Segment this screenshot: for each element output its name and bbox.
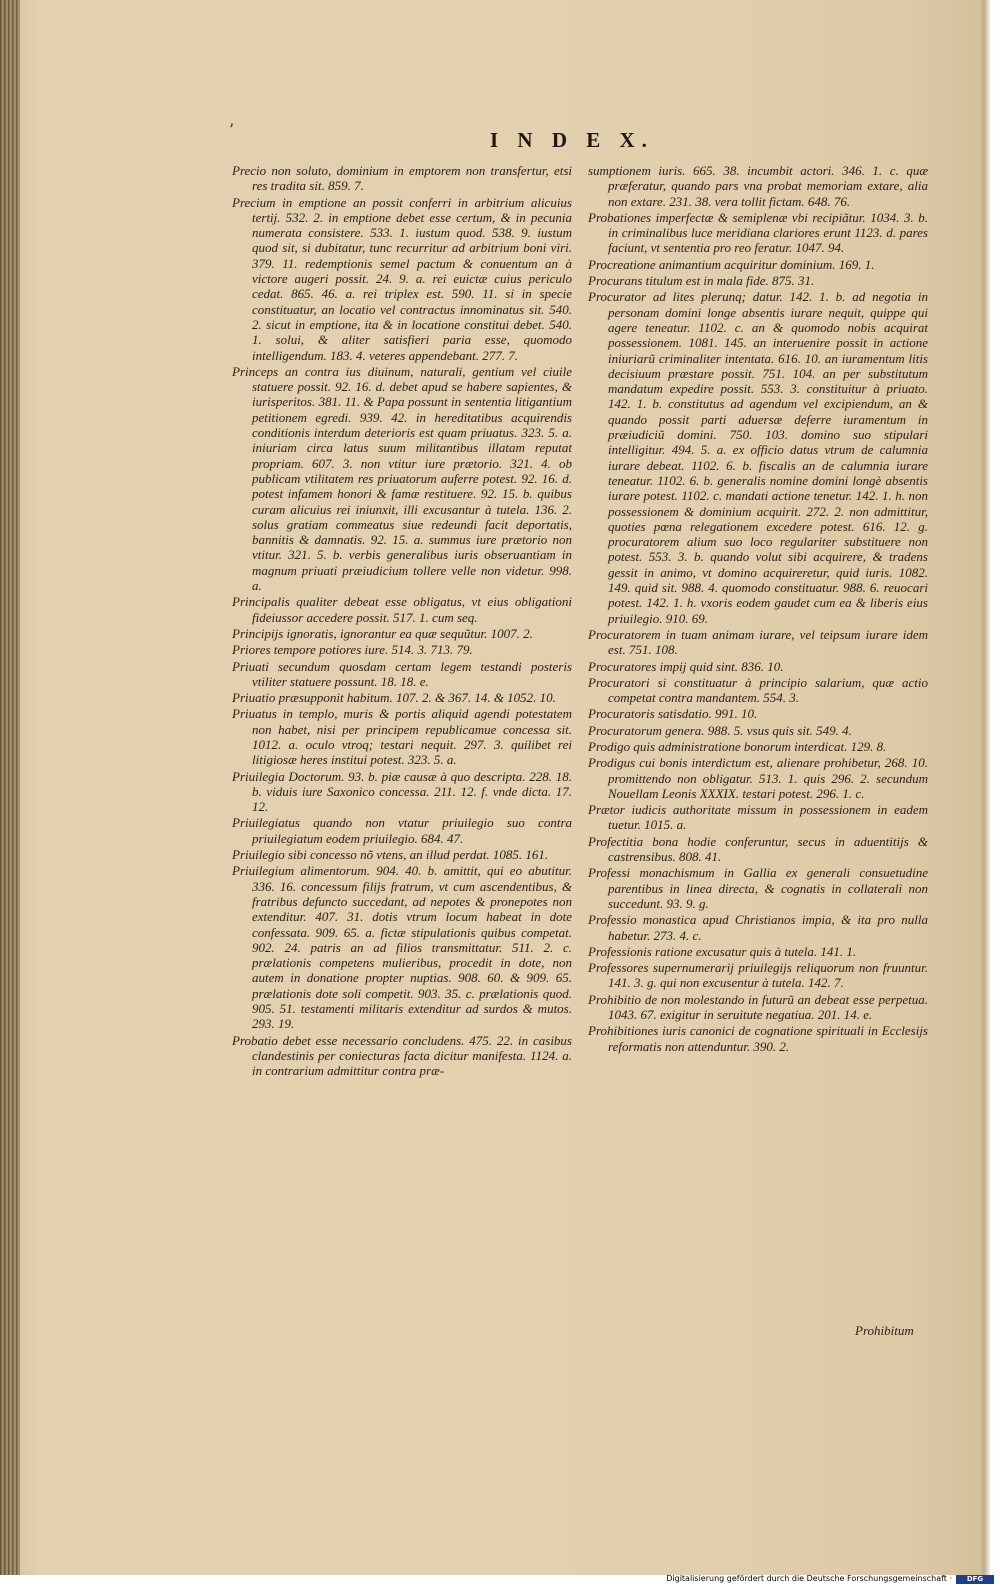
index-entry: Prodigus cui bonis interdictum est, alienare prohibetur, 268. 10. promittendo non obligatur. 513. 1. quis 296. 2. secundum Nouellam Leonis XXXIX. testari potest. 296. 1. c. [588,755,928,801]
index-entry: Probatio debet esse necessario concludens. 475. 22. in casibus clandestinis per coniecturas facta dicitur manifesta. 1124. a. in contrarium admittitur contra præ- [232,1032,572,1079]
catchword: Prohibitum [855,1323,914,1338]
index-entry: Prodigo quis administratione bonorum interdicat. 129. 8. [588,738,887,754]
index-entry: Profectitia bona hodie conferuntur, secus in aduentitijs & castrensibus. 808. 41. [588,833,928,865]
index-entry: Procurator ad lites plerunq; datur. 142. 1. b. ad negotia in personam domini longe absentis iurare nequit, quippe qui agere teneatur. 1102. c. an & quomodo nobis acquirat possessionem. 1081. 145. an interuenire possit in actione iniuriarũ criminaliter intentata. 616. 10. an iuramentum litis decisiuum præstare possit. 751. 104. an per substitutum mandatum expedire possit. 553. 3. constituitur à priuato. 142. 1. b. constitutus ad agendum vel excipiendum, an & quando possit parti aduersæ deferre iuramentum in præiudiciũ domini. 750. 103. domino suo stipulari intelligitur. 494. 5. a. ex officio datus vtrum de calumnia iurare debeat. 1102. 6. b. fiscalis an de calumnia iurare teneatur. 1102. 6. b. generalis nomine domini longè absentis iurare potest. 1102. c. mandati actione tenetur. 142. 1. h. non possessionem & dominium acquirit. 272. 2. non admittitur, quoties pœna relegationem excedere potest. 616. 12. g. procuratorem alium suo loco regulariter substituere non potest. 553. 3. b. quando volut sibi acquirere, & tradens gessit in animo, vt domino acquireretur, quid iuris. 1082. 149. quid sit. 988. 4. quomodo constituatur. 988. 6. reuocari potest. 142. 1. h. vxoris eodem gaudet cum ea & liberis eius priuilegio. 910. 69. [588,289,928,626]
index-entry: Priuatio præsupponit habitum. 107. 2. & 367. 14. & 1052. 10. [232,690,556,706]
index-column-left [232,163,572,1080]
index-entry: Professionis ratione excusatur quis à tutela. 141. 1. [588,943,857,959]
index-entry: Prohibitiones iuris canonici de cognatione spirituali in Ecclesijs reformatis non attenduntur. 390. 2. [588,1023,928,1054]
index-entry: Procuratores impij quid sint. 836. 10. [588,658,784,674]
page-edge [978,0,990,1575]
index-entry: Priuilegio sibi concesso nõ vtens, an illud perdat. 1085. 161. [232,847,549,863]
index-entry: Principalis qualiter debeat esse obligatus, vt eius obligationi fideiussor accedere possit. 517. 1. cum seq. [232,594,572,625]
index-column-right [588,163,928,1055]
index-entry: Professores supernumerarij priuilegijs reliquorum non fruuntur. 141. 3. g. qui non excusentur à tutela. 142. 7. [588,960,928,991]
index-entry: Procuratoris satisdatio. 991. 10. [588,706,758,722]
index-entry: Priuilegiatus quando non vtatur priuilegio suo contra priuilegiatum eodem priuilegio. 684. 47. [232,815,572,846]
index-entry: Priores tempore potiores iure. 514. 3. 713. 79. [232,642,473,658]
index-entry: Principijs ignoratis, ignorantur ea quæ sequũtur. 1007. 2. [232,625,533,641]
index-entry: Princeps an contra ius diuinum, naturali, gentium vel ciuile statuere possit. 92. 16. d. debet apud se habere sapientes, & iurisperitos. 381. 11. & Papa possunt in sententia litigantium petitionem egredi. 939. 42. in hereditatibus acquirendis conditionis interdum deterioris est quam priuatus. 323. 5. a. iniuriam circa latus suum militantibus illatam reputat propriam. 607. 3. non vtitur iure prætorio. 321. 4. ob publicam vtilitatem res priuatorum auferre potest. 92. 16. d. potest infamem honori & famæ restituere. 92. 15. b. quibus curam alicuius rei iniunxit, illi excusantur à tutela. 136. 2. solus gratiam commeatus siue redeundi facit deportatis, bannitis & damnatis. 92. 15. a. summus iure prætorio non vtitur. 321. 5. b. verbis generalibus iuris obseruantiam in magnum priuati præiudicium tollere velle non videtur. 998. a. [232,363,572,594]
index-entry: sumptionem iuris. 665. 38. incumbit actori. 346. 1. c. quæ præferatur, quando pars vna probat memoriam extare, alia non extare. 231. 38. vera tollit fictam. 648. 76. [588,163,928,209]
index-entry: Procuratori si constituatur à principio salarium, quæ actio competat contra mandantem. 554. 3. [588,674,928,706]
index-entry: Prætor iudicis authoritate missum in possessionem in eadem tuetur. 1015. a. [588,802,928,833]
index-entry: Priuilegium alimentorum. 904. 40. b. amittit, qui eo abutitur. 336. 16. concessum filijs fratrum, vt cum ascendentibus, & fratribus defuncto succedant, ad nepotes & pronepotes non extenditur. 407. 31. dotis vtrum locum habeat in dote confessata. 909. 65. a. fictæ stipulationis quibus competat. 902. 24. patris an ad filios transmittatur. 511. 2. c. prælationis competens mulieribus, procedit in dote, non autem in donatione propter nuptias. 908. 60. & 909. 65. prælationis dote soli competit. 903. 35. c. prælationis quod. 905. 51. testamenti militaris extenditur ad surdos & mutos. 293. 19. [232,863,572,1032]
index-entry: Precio non soluto, dominium in emptorem non transfertur, etsi res tradita sit. 859. 7. [232,163,572,194]
index-entry: Probationes imperfectæ & semiplenæ vbi recipiãtur. 1034. 3. b. in criminalibus luce meridiana clariores erunt 1123. d. pares faciunt, vt sententia pro reo feratur. 1047. 94. [588,209,928,256]
index-entry: Priuatus in templo, muris & portis aliquid agendi potestatem non habet, nisi per principem republicamue concessa sit. 1012. a. oculo vtroq; testari nequit. 297. 3. quilibet rei litigiosæ heres institui potest. 323. 5. a. [232,706,572,768]
dfg-logo: DFG [956,1575,994,1584]
index-entry: Professi monachismum in Gallia ex generali consuetudine parentibus in linea directa, & cognatis in collaterali non succedunt. 93. 9. g. [588,865,928,911]
index-entry: Procuratorem in tuam animam iurare, vel teipsum iurare idem est. 751. 108. [588,626,928,658]
index-entry: Prohibitio de non molestando in futurũ an debeat esse perpetua. 1043. 67. exigitur in seruitute negatiua. 201. 14. e. [588,991,928,1023]
index-entry: Procuratorum genera. 988. 5. vsus quis sit. 549. 4. [588,722,852,738]
index-entry: Procreatione animantium acquiritur dominium. 169. 1. [588,256,875,272]
index-entry: Precium in emptione an possit conferri in arbitrium alicuius tertij. 532. 2. in emptione debet esse certum, & in pecunia numerata consistere. 533. 1. iustum quod. 538. 9. iustum quod sit, si dubitatur, tunc recurritur ad arbitrium boni viri. 379. 11. redemptionis semel pactum & conuentum an à victore augeri possit. 24. 9. a. rei euictæ cuius periculo cedat. 865. 46. a. rei triplex est. 590. 11. si in specie constituatur, an locatio vel contractus innominatus sit. 540. 2. sicut in emptione, ita & in locatione constitui debet. 540. 1. solui, & aliter satisfieri paria esse, quomodo intelligendum. 183. 4. veteres appendebant. 277. 7. [232,194,572,363]
index-entry: Procurans titulum est in mala fide. 875. 31. [588,273,815,289]
page-header: I N D E X. [490,128,654,152]
funding-credit: Digitalisierung gefördert durch die Deutsche Forschungsgemeinschaft · [666,1574,952,1583]
book-spine [0,0,20,1575]
index-entry: Professio monastica apud Christianos impia, & ita pro nulla habetur. 273. 4. c. [588,912,928,943]
index-entry: Priuilegia Doctorum. 93. b. piæ causæ à quo descripta. 228. 18. b. viduis iure Saxonico concessa. 211. 12. f. vnde dicta. 17. 12. [232,768,572,815]
index-entry: Priuati secundum quosdam certam legem testandi posteris vtiliter statuere possunt. 18. 18. e. [232,658,572,689]
ink-mark: ’ [229,120,235,139]
